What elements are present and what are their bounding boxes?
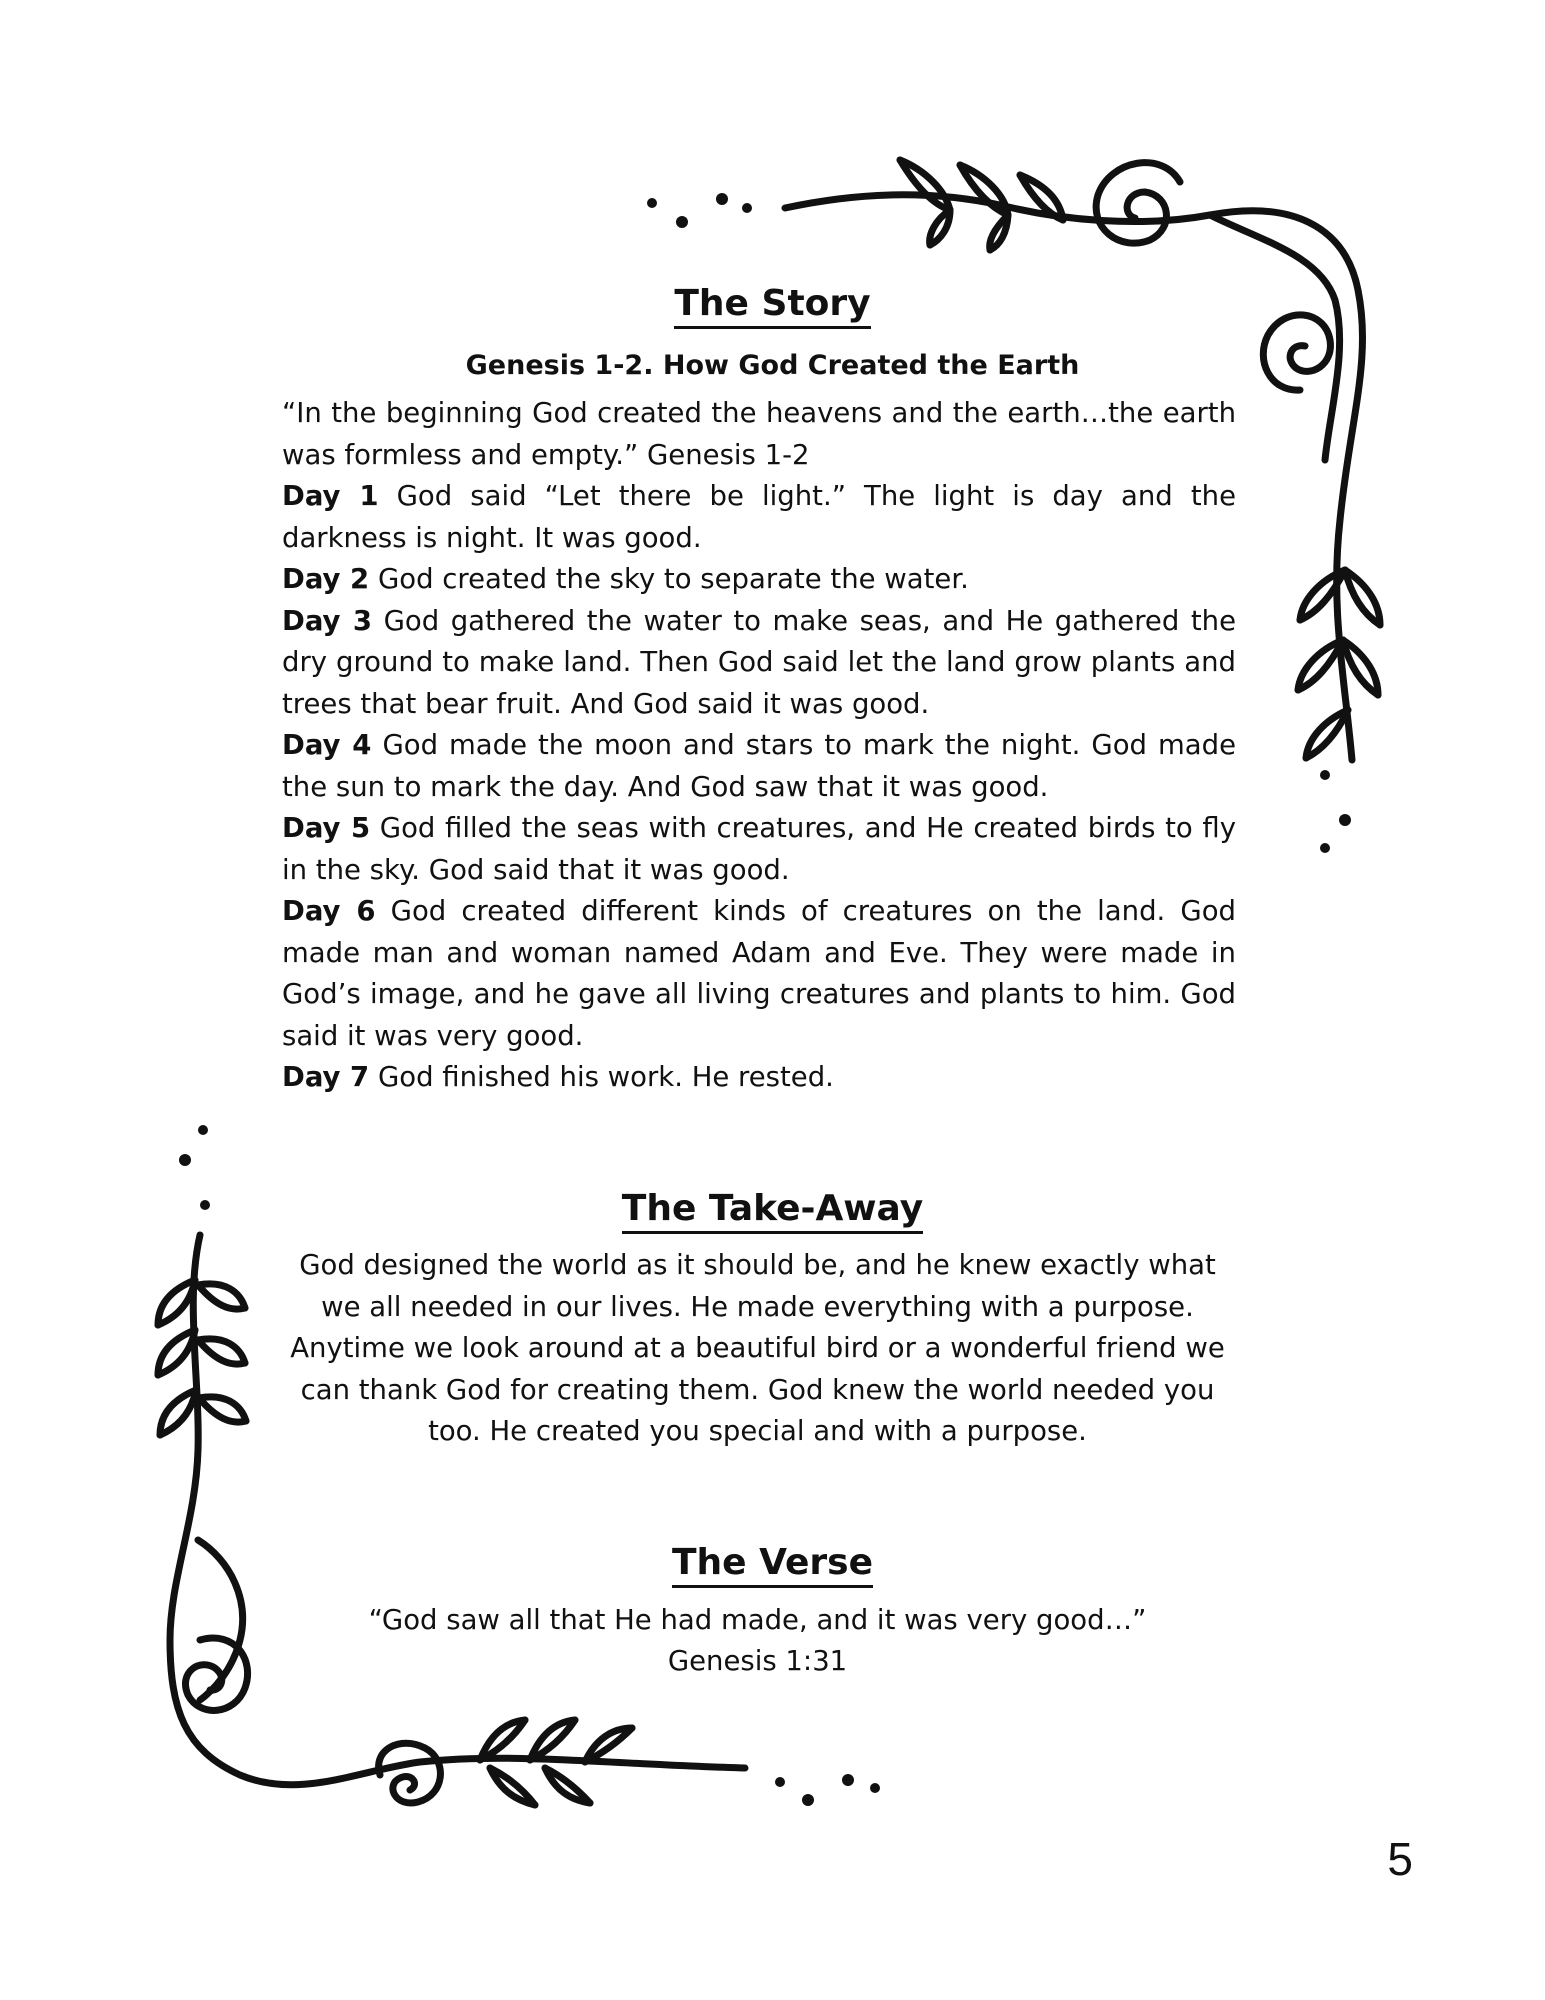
- day-2-text: God created the sky to separate the water.: [377, 563, 969, 595]
- verse-quote: “God saw all that He had made, and it was very good…”: [368, 1604, 1147, 1636]
- day-1-label: Day 1: [282, 480, 379, 512]
- story-heading-text: The Story: [674, 284, 870, 329]
- takeaway-text: God designed the world as it should be, and he knew exactly what we all needed in our lives. He made everything with a purpose. Anytime we look around at a beautiful bird or a wonderful friend we can thank God for creating them. God knew the world needed you too. He created you special and with a purpose.: [290, 1249, 1225, 1447]
- day-2-paragraph: [282, 559, 1236, 601]
- takeaway-heading: [0, 1188, 1545, 1234]
- day-1-text: God said “Let there be light.” The light is day and the darkness is night. It was good.: [282, 480, 1236, 554]
- day-5-text: God filled the seas with creatures, and He created birds to fly in the sky. God said that it was good.: [282, 812, 1236, 886]
- day-5-paragraph: [282, 808, 1236, 891]
- day-6-label: Day 6: [282, 895, 376, 927]
- day-4-label: Day 4: [282, 729, 372, 761]
- day-4-paragraph: [282, 725, 1236, 808]
- day-6-text: God created different kinds of creatures on the land. God made man and woman named Adam and Eve. They were made in God’s image, and he gave all living creatures and plants to him. God said it was very good.: [282, 895, 1236, 1052]
- day-3-paragraph: [282, 601, 1236, 726]
- verse-reference: Genesis 1:31: [667, 1645, 848, 1677]
- takeaway-heading-text: The Take-Away: [622, 1189, 923, 1234]
- verse-heading-text: The Verse: [672, 1543, 873, 1588]
- story-subheading: Genesis 1-2. How God Created the Earth: [465, 350, 1080, 381]
- story-heading: [0, 283, 1545, 329]
- story-intro: “In the beginning God created the heavens and the earth…the earth was formless and empty.” Genesis 1-2: [282, 397, 1236, 471]
- page-number: 5: [1387, 1833, 1413, 1885]
- day-4-text: God made the moon and stars to mark the night. God made the sun to mark the day. And God saw that it was good.: [282, 729, 1236, 803]
- day-3-label: Day 3: [282, 604, 372, 637]
- day-5-label: Day 5: [282, 812, 371, 844]
- day-2-label: Day 2: [282, 563, 370, 595]
- verse-heading: [0, 1542, 1545, 1588]
- day-1-paragraph: [282, 476, 1236, 559]
- day-7-label: Day 7: [282, 1061, 370, 1093]
- day-7-text: God finished his work. He rested.: [377, 1061, 834, 1093]
- day-7-paragraph: [282, 1057, 1236, 1099]
- day-3-text: God gathered the water to make seas, and He gathered the dry ground to make land. Then God said let the land grow plants and trees that bear fruit. And God said it was good.: [282, 604, 1236, 720]
- day-6-paragraph: [282, 891, 1236, 1057]
- story-body: [282, 393, 1236, 1099]
